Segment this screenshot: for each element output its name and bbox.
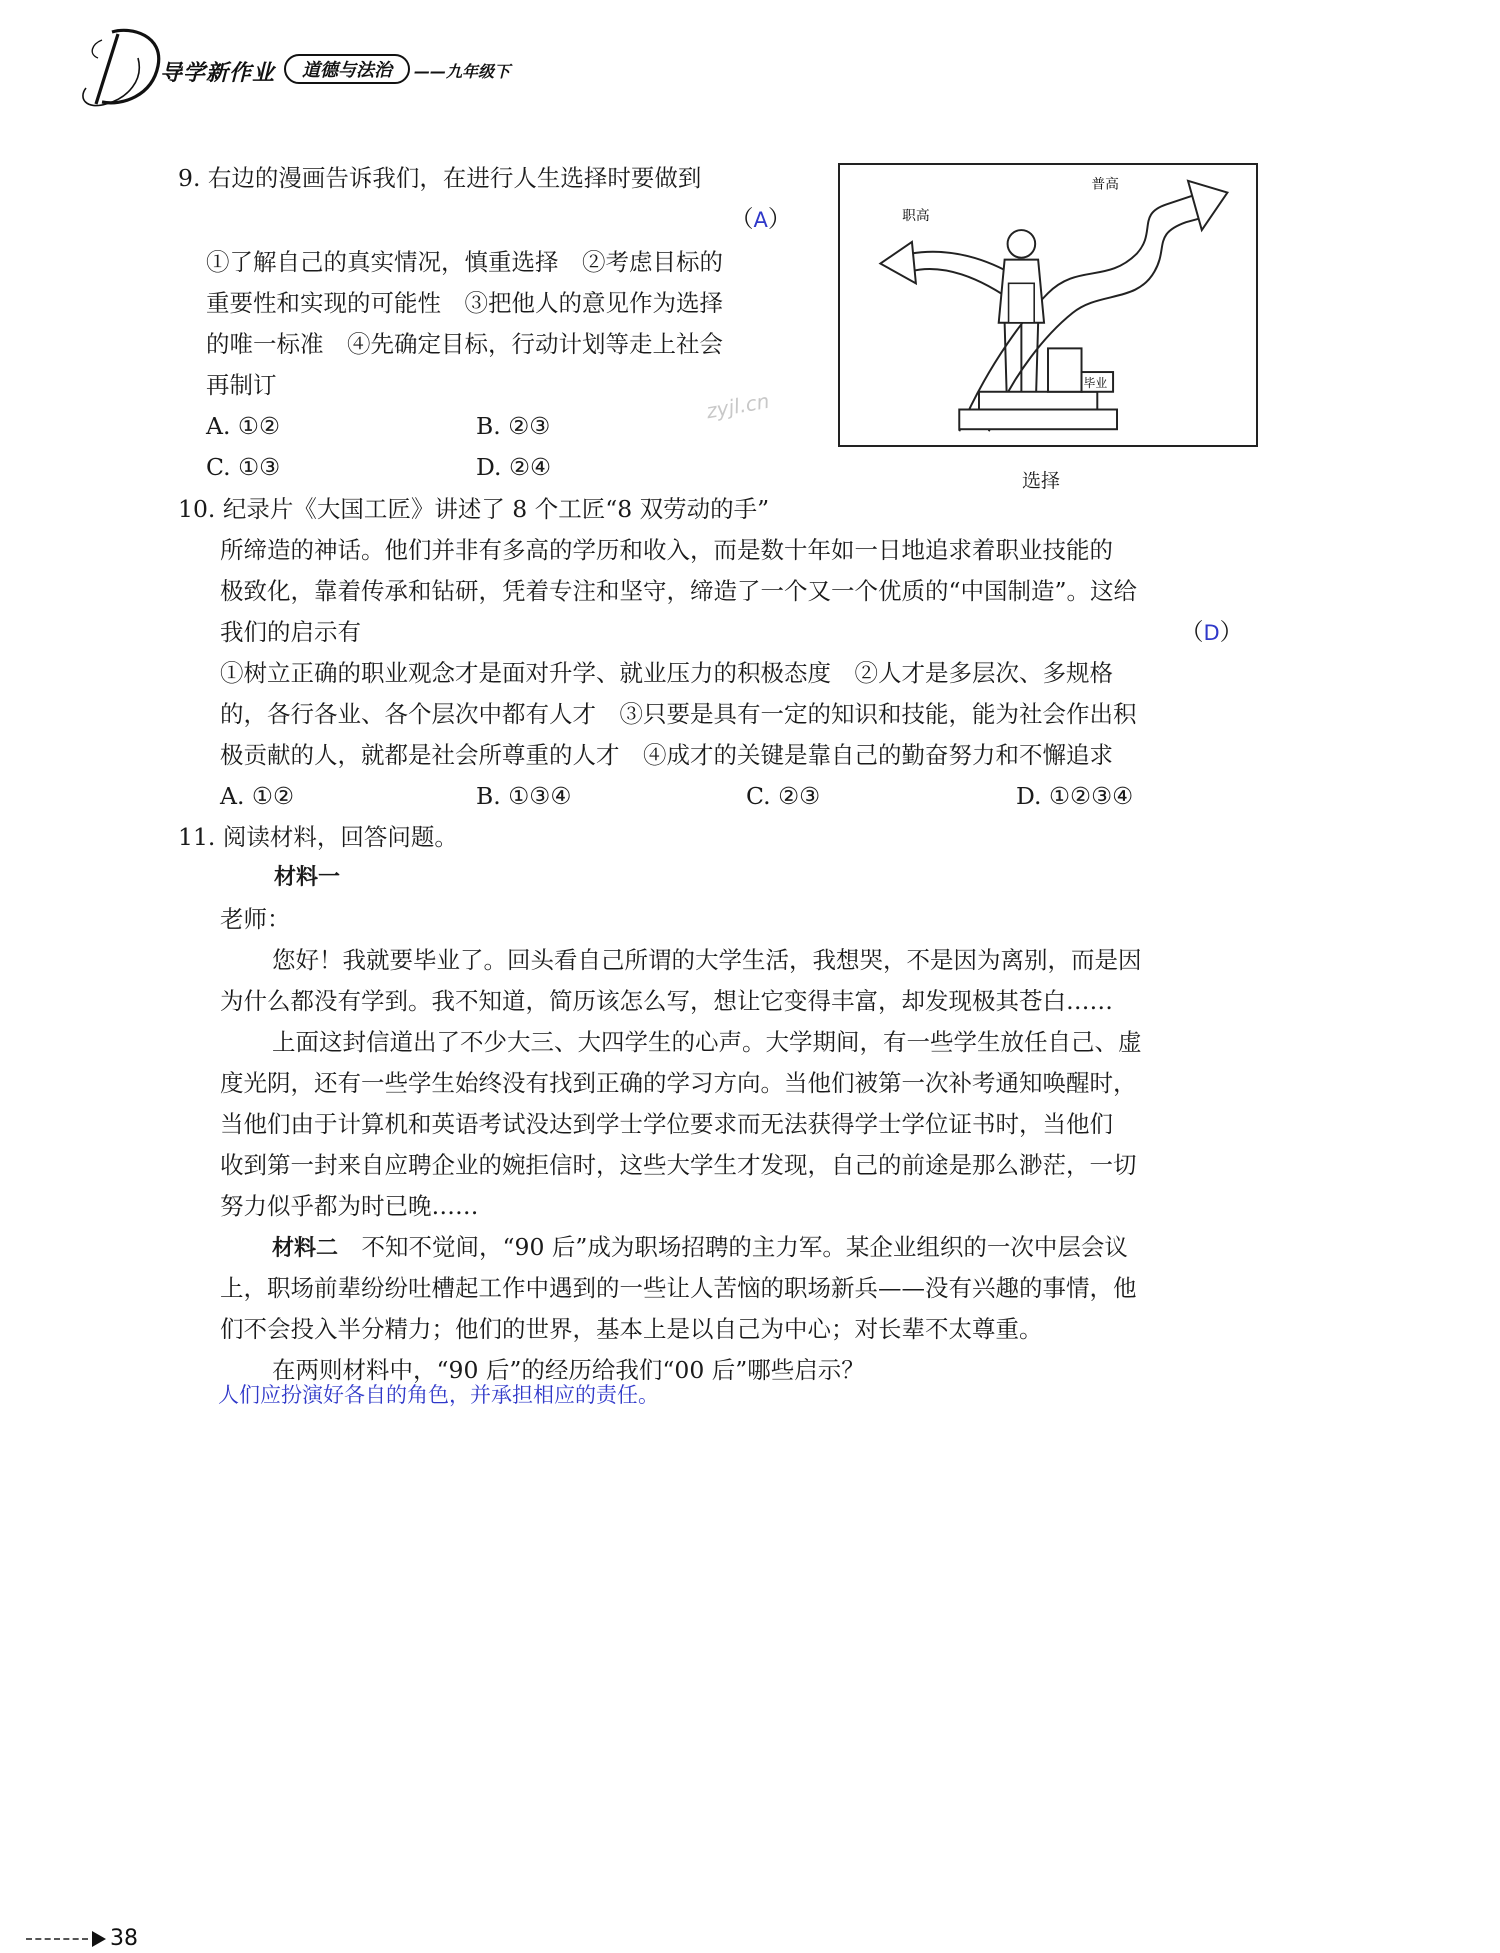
q10-answer-letter: D bbox=[1203, 621, 1220, 645]
q9-answer-open: （ bbox=[730, 205, 754, 233]
q10-stem: 10. 纪录片《大国工匠》讲述了 8 个工匠“8 双劳动的手” bbox=[178, 495, 770, 523]
q9-answer-letter: A bbox=[753, 208, 768, 232]
q11-material-2-first-line bbox=[272, 1231, 1128, 1265]
q11-stem: 11. 阅读材料，回答问题。 bbox=[178, 823, 458, 851]
q9-answer-close: ） bbox=[767, 205, 792, 233]
q10-option-d: D. ①②③④ bbox=[1016, 782, 1134, 810]
cartoon-illustration bbox=[838, 163, 1258, 447]
q11-para-line-1: 上面这封信道出了不少大三、大四学生的心声。大学期间，有一些学生放任自己、虚 bbox=[272, 1028, 1142, 1056]
page-number: 38 bbox=[110, 1926, 138, 1951]
q11-para-line-5: 努力似乎都为时已晚…… bbox=[220, 1192, 479, 1220]
q11-material-2-text: 不知不觉间，“90 后”成为职场招聘的主力军。某企业组织的一次中层会议 bbox=[338, 1233, 1128, 1261]
q10-line-2: 极致化，靠着传承和钻研，凭着专注和坚守，缔造了一个又一个优质的“中国制造”。这给 bbox=[220, 577, 1138, 605]
header-logo bbox=[72, 18, 172, 114]
q10-option-b: B. ①③④ bbox=[476, 782, 572, 810]
q9-line-1: ①了解自己的真实情况，慎重选择 ②考虑目标的 bbox=[206, 248, 723, 276]
q10-line-1: 所缔造的神话。他们并非有多高的学历和收入，而是数十年如一日地追求着职业技能的 bbox=[220, 536, 1113, 564]
q9-line-2: 重要性和实现的可能性 ③把他人的意见作为选择 bbox=[206, 289, 723, 317]
q9-option-d: D. ②④ bbox=[476, 453, 552, 481]
q9-option-a: A. ①② bbox=[206, 412, 281, 440]
q11-material-2-line-3: 们不会投入半分精力；他们的世界，基本上是以自己为中心；对长辈不太尊重。 bbox=[220, 1315, 1043, 1343]
header-grade: ——九年级下 bbox=[414, 62, 511, 81]
footer-dashes bbox=[26, 1938, 88, 1940]
q11-para-line-4: 收到第一封来自应聘企业的婉拒信时，这些大学生才发现，自己的前途是那么渺茫，一切 bbox=[220, 1151, 1137, 1179]
q11-letter-line-1: 您好！我就要毕业了。回头看自己所谓的大学生活，我想哭，不是因为离别，而是因 bbox=[272, 946, 1142, 974]
q11-para-line-3: 当他们由于计算机和英语考试没达到学士学位要求而无法获得学士学位证书时，当他们 bbox=[220, 1110, 1113, 1138]
q10-item-3: 极贡献的人，就都是社会所尊重的人才 ④成才的关键是靠自己的勤奋努力和不懈追求 bbox=[220, 741, 1113, 769]
header-subject-badge: 道德与法治 bbox=[284, 54, 410, 84]
q11-student-answer: 人们应扮演好各自的角色，并承担相应的责任。 bbox=[218, 1383, 659, 1407]
cartoon-caption: 选择 bbox=[1022, 470, 1061, 492]
footer-arrow-icon bbox=[92, 1931, 106, 1947]
q11-material-2-title: 材料二 bbox=[272, 1236, 339, 1261]
q10-option-c: C. ②③ bbox=[746, 782, 821, 810]
q11-para-line-2: 度光阴，还有一些学生始终没有找到正确的学习方向。当他们被第一次补考通知唤醒时， bbox=[220, 1069, 1137, 1097]
q9-answer-slot bbox=[730, 203, 791, 236]
q11-question: 在两则材料中，“90 后”的经历给我们“00 后”哪些启示？ bbox=[272, 1356, 865, 1384]
q10-option-a: A. ①② bbox=[220, 782, 295, 810]
q9-line-4: 再制订 bbox=[206, 371, 277, 399]
q11-letter-line-2: 为什么都没有学到。我不知道，简历该怎么写，想让它变得丰富，却发现极其苍白…… bbox=[220, 987, 1113, 1015]
q9-stem: 9. 右边的漫画告诉我们，在进行人生选择时要做到 bbox=[178, 164, 702, 192]
q11-salutation: 老师： bbox=[220, 905, 291, 933]
q10-item-1: ①树立正确的职业观念才是面对升学、就业压力的积极态度 ②人才是多层次、多规格 bbox=[220, 659, 1113, 687]
page-footer bbox=[26, 1926, 138, 1951]
q9-line-3: 的唯一标准 ④先确定目标，行动计划等走上社会 bbox=[206, 330, 723, 358]
q11-material-1-title: 材料一 bbox=[274, 865, 341, 890]
cartoon-label-left: 职高 bbox=[902, 208, 930, 225]
cartoon-label-right: 普高 bbox=[1091, 176, 1119, 193]
watermark-text: zyjl.cn bbox=[704, 388, 772, 424]
q9-option-c: C. ①③ bbox=[206, 453, 281, 481]
q10-item-2: 的，各行各业、各个层次中都有人才 ③只要是具有一定的知识和技能，能为社会作出积 bbox=[220, 700, 1137, 728]
cartoon-box-label: 毕业 bbox=[1083, 375, 1108, 390]
q10-line-3: 我们的启示有 bbox=[220, 618, 361, 646]
q9-option-b: B. ②③ bbox=[476, 412, 551, 440]
q10-answer-slot bbox=[1180, 616, 1243, 649]
q10-answer-close: ） bbox=[1219, 618, 1244, 646]
header-series-title: 导学新作业 bbox=[160, 61, 276, 86]
q10-answer-open: （ bbox=[1180, 618, 1204, 646]
q11-material-2-line-2: 上，职场前辈纷纷吐槽起工作中遇到的一些让人苦恼的职场新兵——没有兴趣的事情，他 bbox=[220, 1274, 1137, 1302]
